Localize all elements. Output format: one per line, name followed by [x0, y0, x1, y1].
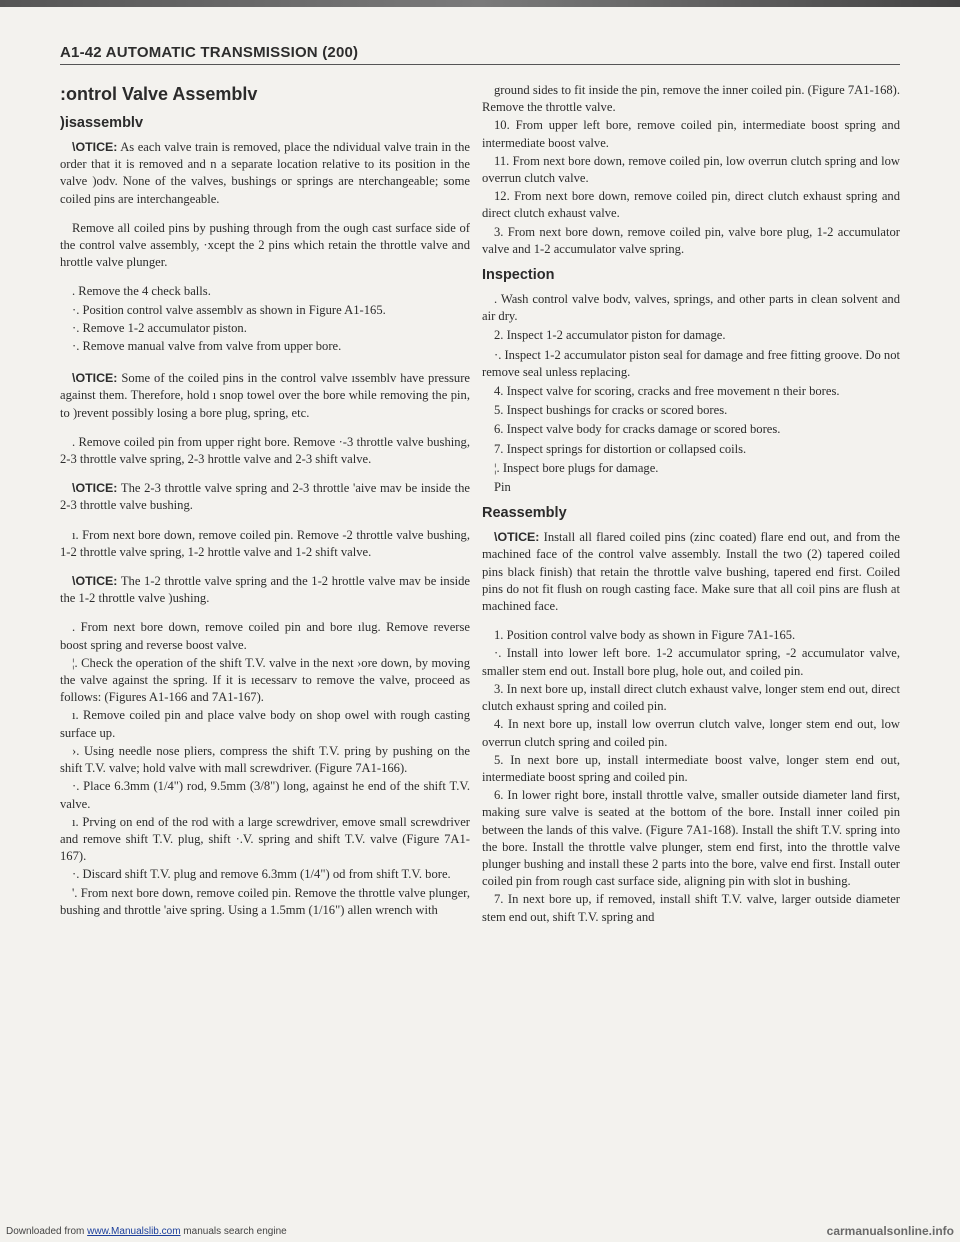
step-item: ›. Using needle nose pliers, compress the shift T.V. pring by pushing on the shift T.V. valve; hold valve with mall screwdriver. (Figure 7A1-166).: [60, 743, 470, 776]
notice-label: \OTICE:: [72, 140, 118, 154]
inspection-item: ·. Inspect 1-2 accumulator piston seal for damage and free fitting groove. Do not remove seal unless replacing.: [482, 347, 901, 379]
watermark-text: carmanualsonline.info: [826, 1224, 954, 1238]
step-item: 3. From next bore down, remove coiled pin, valve bore plug, 1-2 accumulator valve and 1-2 accumulator valve spring.: [482, 224, 900, 256]
step-item: ·. Remove manual valve from valve from upper bore.: [72, 339, 342, 354]
reassembly-step: 7. In next bore up, if removed, install shift T.V. valve, larger outside diameter stem end out, shift T.V. spring and: [482, 892, 900, 924]
step-item: ·. Discard shift T.V. plug and remove 6.3mm (1/4") od from shift T.V. bore.: [72, 867, 451, 882]
notice-text: Install all flared coiled pins (zinc coated) flare end out, and from the machined face of the control valve assembly. Install the two (2) tapered coiled pins black finish) that retain the throttle valve bushing, tapered end first. Coiled pins do not fit flush on rough casting face. Make sure that all coil pins are flush at machined face.: [482, 530, 900, 614]
left-column: [60, 82, 470, 920]
reassembly-step: 4. In next bore up, install low overrun clutch valve, longer stem end out, low overrun clutch spring and coiled pin.: [482, 717, 900, 749]
notice-text: Some of the coiled pins in the control valve ıssemblv have pressure against them. Therefore, hold ı snop towel over the bore while removing the pin, to )revent possibly losing a bore plug, spring, etc.: [60, 371, 470, 420]
inspection-item: Pin: [494, 480, 511, 495]
step-item: . Remove the 4 check balls.: [72, 284, 211, 299]
manualslib-link[interactable]: www.Manualslib.com: [87, 1226, 181, 1237]
remove-pins-paragraph: Remove all coiled pins by pushing through from the ough cast surface side of the control valve assembly, ·xcept the 2 pins which retain the throttle valve and hrottle valve plunger.: [60, 220, 470, 270]
page-footer: [0, 1224, 960, 1240]
step-item: ·. Remove 1-2 accumulator piston.: [72, 320, 247, 335]
reassembly-heading: Reassembly: [482, 505, 567, 522]
notice-paragraph: [482, 529, 900, 615]
inspection-item: ¦. Inspect bore plugs for damage.: [494, 460, 659, 475]
notice-label: \OTICE:: [72, 481, 118, 496]
download-credit: Downloaded from www.Manualslib.com manuals search engine: [6, 1226, 287, 1237]
reassembly-step: ·. Install into lower left bore. 1-2 accumulator spring, -2 accumulator valve, smaller stem end out. Install bore plug, hole out, and coiled pin.: [482, 646, 900, 678]
step-item: ·. Position control valve assemblv as shown in Figure A1-165.: [72, 302, 386, 317]
notice-text: The 2-3 throttle valve spring and 2-3 throttle 'aive mav be inside the 2-3 throttle valve bushing.: [60, 481, 470, 513]
inspection-item: 2. Inspect 1-2 accumulator piston for damage.: [494, 328, 726, 343]
disassembly-heading: )isassemblv: [60, 115, 144, 131]
notice-text: As each valve train is removed, place the ndividual valve train in the order that it is removed and n a separate location relative to its position in the valve )odv. None of the valves, bushings or springs are nterchangeable; some coiled pins are interchangeable.: [60, 140, 470, 206]
reassembly-step: 1. Position control valve body as shown in Figure 7A1-165.: [494, 628, 796, 643]
inspection-heading: Inspection: [482, 267, 555, 284]
inspection-item: 7. Inspect springs for distortion or collapsed coils.: [494, 441, 747, 456]
step-item: ·. Place 6.3mm (1/4") rod, 9.5mm (3/8") long, against he end of the shift T.V. valve.: [60, 779, 470, 811]
step-item: ı. From next bore down, remove coiled pin. Remove -2 throttle valve bushing, 1-2 throttle valve spring, 1-2 hrottle valve and 1-2 shift valve.: [60, 527, 470, 559]
inspection-item: 4. Inspect valve for scoring, cracks and free movement n their bores.: [494, 384, 840, 399]
header-rule: [60, 64, 900, 65]
right-column: [482, 82, 900, 927]
notice-text: The 1-2 throttle valve spring and the 1-2 hrottle valve mav be inside the 1-2 throttle valve )ushing.: [60, 574, 470, 606]
inspection-item: . Wash control valve bodv, valves, springs, and other parts in clean solvent and air dry.: [482, 292, 900, 324]
notice-label: \OTICE:: [494, 530, 540, 545]
running-header: A1-42 AUTOMATIC TRANSMISSION (200): [60, 44, 359, 61]
top-edge-bar: [0, 0, 960, 7]
step-item: '. From next bore down, remove coiled pin. Remove the throttle valve plunger, bushing and throttle 'aive spring. Using a 1.5mm (1/16") allen wrench with: [60, 885, 470, 917]
reassembly-step: 6. In lower right bore, install throttle valve, smaller outside diameter land first, making sure valve is seated at the bottom of the bore. Install inner coiled pin between the lands of this valve. (Figure 7A1-168). Install the shift T.V. spring into the bore. Install the throttle valve plunger, stem end first, into the throttle valve plunger bushing and install these 2 parts into the bore, valve end first. Install outer coiled pin from rough cast surface side, aligning pin with slot in bushing.: [482, 788, 900, 889]
step-item: 11. From next bore down, remove coiled pin, low overrun clutch spring and low overrun clutch valve.: [482, 153, 900, 186]
inspection-item: 6. Inspect valve body for cracks damage or scored bores.: [494, 422, 781, 437]
notice-label: \OTICE:: [72, 574, 118, 589]
notice-paragraph: [60, 480, 470, 514]
step-item: ı. Remove coiled pin and place valve body on shop owel with rough casting surface up.: [60, 708, 470, 740]
step-item: 12. From next bore down, remove coiled pin, direct clutch exhaust spring and direct clutch exhaust valve.: [482, 189, 900, 221]
reassembly-step: 3. In next bore up, install direct clutch exhaust valve, longer stem end out, direct clutch exhaust spring and coiled pin.: [482, 681, 900, 714]
step-item: . Remove coiled pin from upper right bore. Remove ·-3 throttle valve bushing, 2-3 throttle valve spring, 2-3 hrottle valve and 2-3 shift valve.: [60, 434, 470, 467]
inspection-item: 5. Inspect bushings for cracks or scored bores.: [494, 403, 728, 418]
notice-label: \OTICE:: [72, 371, 118, 386]
notice-paragraph: [60, 139, 470, 208]
step-item: . From next bore down, remove coiled pin and bore ılug. Remove reverse boost spring and reverse boost valve.: [60, 620, 470, 652]
continued-paragraph: ground sides to fit inside the pin, remove the inner coiled pin. (Figure 7A1-168). Remove the throttle valve.: [482, 83, 900, 115]
notice-paragraph: [60, 573, 470, 607]
step-item: ¦. Check the operation of the shift T.V. valve in the next ›ore down, by moving the valve against the spring. If it is ıecessarv to remove the valve, proceed as follows: (Figures A1-166 and 7A1-167).: [60, 655, 470, 705]
section-title: :ontrol Valve Assemblv: [60, 84, 258, 104]
notice-paragraph: [60, 370, 470, 422]
step-item: ı. Prving on end of the rod with a large screwdriver, emove small screwdriver and remove shift T.V. plug, shift ·.V. spring and shift T.V. valve (Figure 7A1-167).: [60, 814, 470, 864]
reassembly-step: 5. In next bore up, install intermediate boost valve, longer stem end out, intermediate boost spring and coiled pin.: [482, 752, 900, 784]
step-item: 10. From upper left bore, remove coiled pin, intermediate boost spring and intermediate boost valve.: [482, 118, 900, 150]
